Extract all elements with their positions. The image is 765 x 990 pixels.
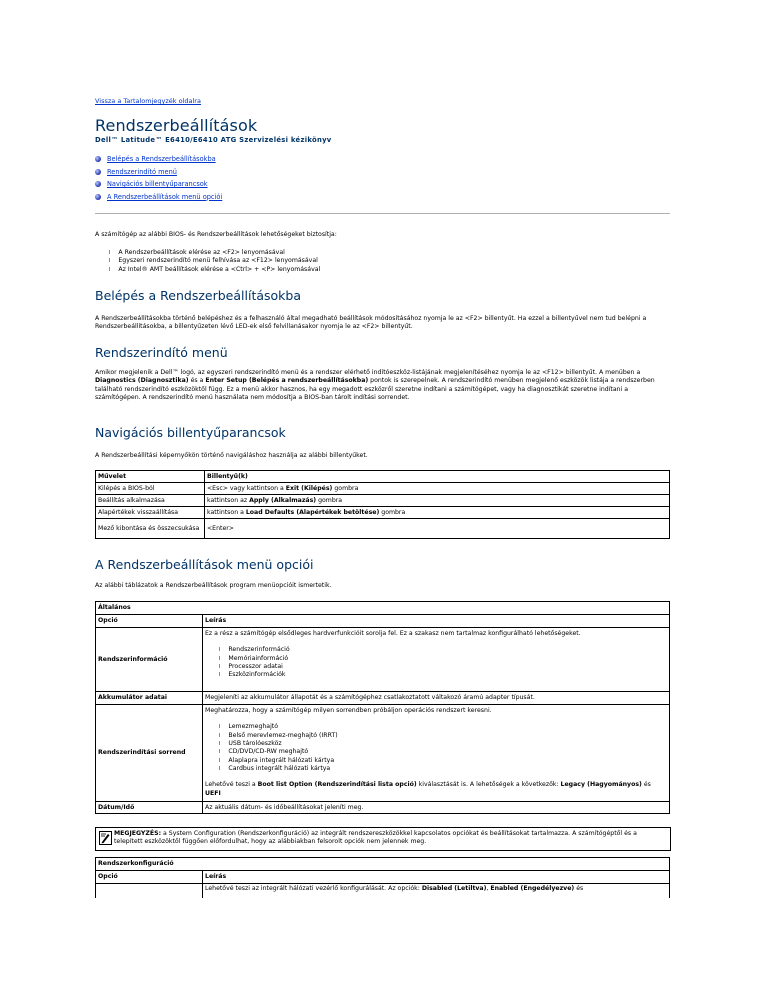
- intro-text: A számítógép az alábbi BIOS- és Rendszerbeállítások lehetőségeket biztosítja:: [95, 231, 337, 238]
- list-item: l Cardbus integrált hálózati kártya: [219, 765, 667, 773]
- option-name: Dátum/Idő: [96, 802, 203, 814]
- toc-item[interactable]: [95, 178, 222, 191]
- list-item: l Eszközinformációk: [219, 671, 667, 679]
- column-header: Opció: [96, 871, 203, 884]
- list-item: l Belső merevlemez-meghajtó (IRRT): [219, 732, 667, 740]
- option-description: Meghatározza, hogy a számítógép milyen sorrendben próbáljon operációs rendszert keresni. l Lemezmeghajtó l Belső merevlemez-meghajtó (IRRT) l USB tárolóeszköz l CD/DVD/CD-RW meghajtó l Alaplapra integrált hálózati kártya l Cardbus integrált hálózati kártya Lehetővé teszi a Boot list Option (Rendszerindítási lista opció) kiválasztását is. A lehetőségek a következők: Legacy (Hagyományos) és UEFI: [203, 705, 670, 802]
- back-to-contents-link[interactable]: Vissza a Tartalomjegyzék oldalra: [95, 97, 201, 105]
- table-row: [96, 628, 670, 692]
- page-subtitle: Dell™ Latitude™ E6410/E6410 ATG Szervizelési kézikönyv: [95, 136, 332, 144]
- table-row: [96, 802, 670, 814]
- section-heading-boot: Rendszerindító menü: [95, 345, 228, 360]
- list-item: l CD/DVD/CD-RW meghajtó: [219, 748, 667, 756]
- nav-keys-table: [95, 470, 670, 539]
- list-item: l Lemezmeghajtó: [219, 723, 667, 731]
- list-item: l Az Intel® AMT beállítások elérése a <Ctrl> + <P> lenyomásával: [109, 266, 684, 274]
- list-item: l Alaplapra integrált hálózati kártya: [219, 757, 667, 765]
- option-description: Megjeleníti az akkumulátor állapotát és a számítógéphez csatlakoztatott váltakozó áramú adapter típusát.: [203, 692, 670, 705]
- column-header: Leírás: [203, 615, 670, 628]
- bullet-icon: [95, 194, 101, 200]
- list-item: l Rendszerinformáció: [219, 646, 667, 654]
- option-name: Akkumulátor adatai: [96, 692, 203, 705]
- section-heading-nav: Navigációs billentyűparancsok: [95, 425, 286, 440]
- bullet-icon: [95, 169, 101, 175]
- table-of-contents: [95, 153, 222, 203]
- table-row: [96, 495, 670, 507]
- list-item: l Processzor adatai: [219, 663, 667, 671]
- bullet-icon: [95, 156, 101, 162]
- table-row: [96, 692, 670, 705]
- list-item: l Memóriainformáció: [219, 655, 667, 663]
- boot-text: Amikor megjelenik a Dell™ logó, az egyszeri rendszerindító menü és a rendszer elérhető indítóeszköz-listájának megjelenítéséhez nyomja le az <F12> billentyűt. A menüben a Diagnostics (Diagnosztika) és a Enter Setup (Belépés a rendszerbeállításokba) pontok is szerepelnek. A rendszerindító menüben megjelenő eszközök listája a rendszerben található rendszerindító eszközöktől függ. Ez a menü akkor hasznos, ha egy megadott eszközről szeretne indítani a számítógépet, vagy ha diagnosztikát szeretne indítani a számítógépen. A rendszerindító menü használata nem módosítja a BIOS-ban tárolt indítási sorrendet.: [95, 369, 655, 402]
- option-name: Rendszerindítási sorrend: [96, 705, 203, 802]
- table-cell: Beállítás alkalmazása: [96, 495, 205, 507]
- table-row: [96, 884, 670, 898]
- table-row: [96, 705, 670, 802]
- section-heading-enter: Belépés a Rendszerbeállításokba: [95, 288, 302, 303]
- table-row: [96, 507, 670, 519]
- table-header-row: [96, 615, 670, 628]
- table-cell: kattintson a Load Defaults (Alapértékek betöltése) gombra: [205, 507, 670, 519]
- list-item: l Egyszeri rendszerindító menü felhívása az <F12> lenyomásával: [109, 257, 684, 265]
- column-header: Művelet: [96, 471, 205, 483]
- table-title: Általános: [96, 602, 670, 615]
- nav-text: A Rendszerbeállítási képernyőkön történő navigáláshoz használja az alábbi billentyűket.: [95, 452, 368, 459]
- page-title: Rendszerbeállítások: [95, 116, 258, 135]
- table-cell: Kilépés a BIOS-ból: [96, 483, 205, 495]
- table-header-row: [96, 471, 670, 483]
- column-header: Billentyű(k): [205, 471, 670, 483]
- bullet-icon: [95, 181, 101, 187]
- option-name: Rendszerinformáció: [96, 628, 203, 692]
- toc-item[interactable]: [95, 153, 222, 166]
- toc-link-boot[interactable]: Rendszerindító menü: [107, 167, 177, 176]
- system-config-table: [95, 857, 670, 898]
- toc-item[interactable]: [95, 191, 222, 204]
- options-text: Az alábbi táblázatok a Rendszerbeállítások program menüopcióit ismertetik.: [95, 582, 332, 589]
- column-header: Opció: [96, 615, 203, 628]
- toc-link-enter[interactable]: Belépés a Rendszerbeállításokba: [107, 155, 216, 164]
- intro-list: [95, 249, 684, 274]
- option-description: Az aktuális dátum- és időbeállításokat jeleníti meg.: [203, 802, 670, 814]
- table-cell: kattintson az Apply (Alkalmazás) gombra: [205, 495, 670, 507]
- divider: [95, 213, 670, 214]
- enter-text: A Rendszerbeállításokba történő belépéshez és a felhasználó által megadható beállítások módosításához nyomja le az <F2> billentyűt. Ha ezzel a billentyűvel nem tud belépni a Rendszerbeállításokba, a billentyűzeten lévő LED-ek első felvillanásakor nyomja le az <F2> billentyűt.: [95, 315, 647, 331]
- note-pencil-icon: [99, 831, 112, 845]
- table-cell: Mező kibontása és összecsukása: [96, 519, 205, 539]
- toc-item[interactable]: [95, 166, 222, 179]
- table-title-row: [96, 858, 670, 871]
- table-cell: Alapértékek visszaállítása: [96, 507, 205, 519]
- toc-link-nav[interactable]: Navigációs billentyűparancsok: [107, 180, 208, 189]
- note-text: MEGJEGYZÉS: a System Configuration (Rendszerkonfiguráció) az integrált rendszereszközökkel kapcsolatos opciókat és beállításokat tartalmazza. A számítógéptől és a telepített eszközöktől függően előfordulhat, hogy az alábbiakban felsorolt opciók nem jelennek meg.: [114, 830, 637, 846]
- list-item: l USB tárolóeszköz: [219, 740, 667, 748]
- section-heading-options: A Rendszerbeállítások menü opciói: [95, 557, 314, 572]
- option-name: [96, 884, 203, 898]
- table-row: [96, 483, 670, 495]
- table-title: Rendszerkonfiguráció: [96, 858, 670, 871]
- table-cell: <Enter>: [205, 519, 670, 539]
- option-description: Ez a rész a számítógép elsődleges hardverfunkcióit sorolja fel. Ez a szakasz nem tartalmaz konfigurálható lehetőségeket. l Rendszerinformáció l Memóriainformáció l Processzor adatai l Eszközinformációk: [203, 628, 670, 692]
- column-header: Leírás: [203, 871, 670, 884]
- table-header-row: [96, 871, 670, 884]
- toc-link-options[interactable]: A Rendszerbeállítások menü opciói: [107, 192, 223, 201]
- list-item: l A Rendszerbeállítások elérése az <F2> lenyomásával: [109, 249, 684, 257]
- table-row: [96, 519, 670, 539]
- table-cell: <Esc> vagy kattintson a Exit (Kilépés) gombra: [205, 483, 670, 495]
- note-box: [95, 827, 671, 851]
- table-title-row: [96, 602, 670, 615]
- option-description: Lehetővé teszi az integrált hálózati vezérlő konfigurálását. Az opciók: Disabled (Letiltva), Enabled (Engedélyezve) és: [203, 884, 670, 898]
- general-options-table: [95, 601, 670, 814]
